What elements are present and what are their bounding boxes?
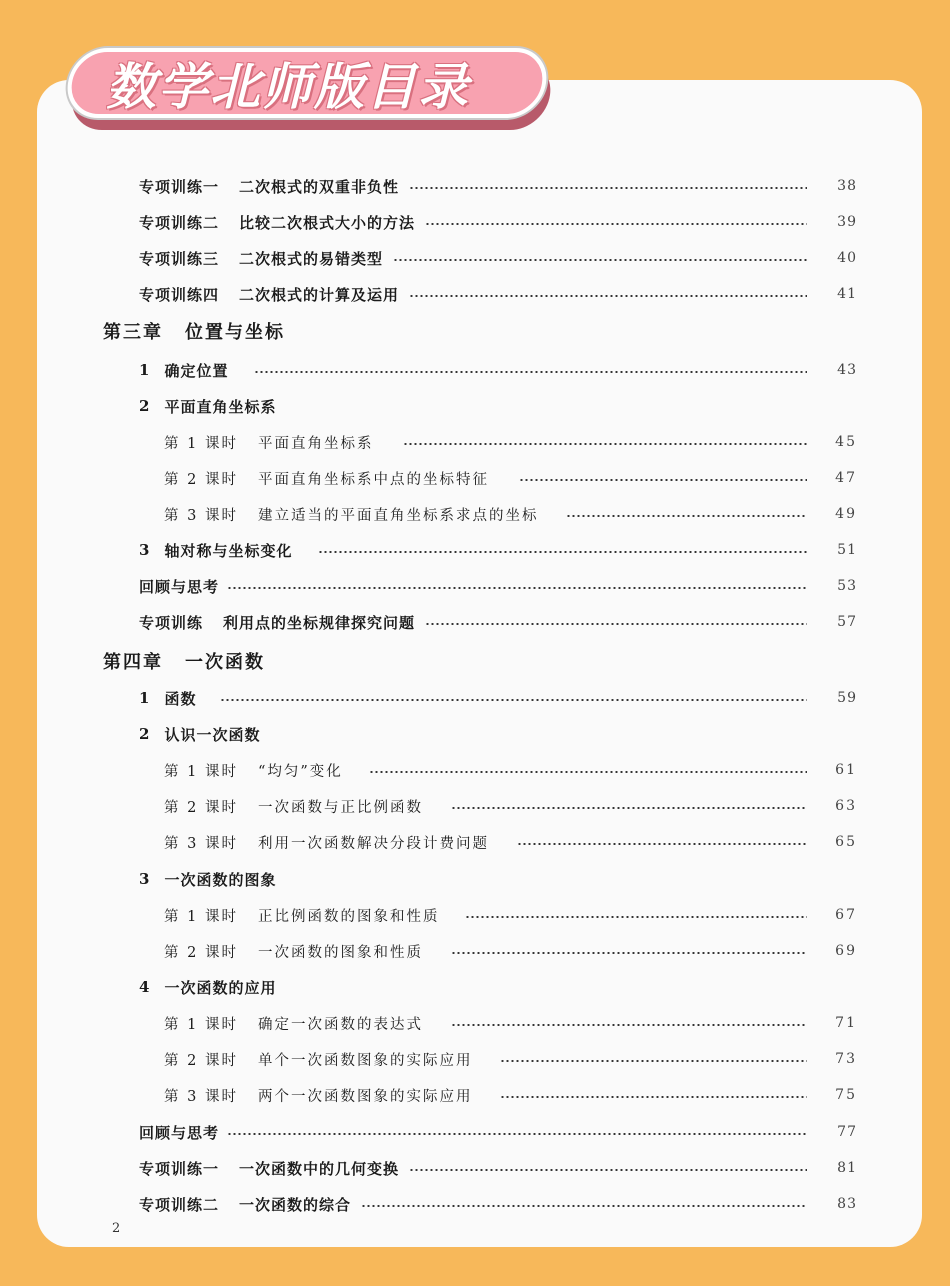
entry-label: 专项训练一 <box>139 177 220 196</box>
toc-entry-special-4[interactable] <box>139 282 857 306</box>
lesson-label: 第 1 课时 <box>164 435 238 452</box>
page-title: 数学北师版目录 <box>106 58 470 116</box>
lesson-label: 第 2 课时 <box>164 1052 238 1069</box>
entry-page: 61 <box>835 762 857 778</box>
entry-page: 67 <box>835 907 857 923</box>
chapter-heading-4[interactable] <box>103 648 265 674</box>
entry-title: 认识一次函数 <box>164 725 261 744</box>
toc-entry-lesson[interactable] <box>164 502 857 526</box>
entry-page: 45 <box>835 434 857 450</box>
toc-entry-lesson[interactable] <box>164 1047 857 1071</box>
dot-leader <box>500 1060 807 1062</box>
toc-entry-section-3-2[interactable] <box>139 394 857 418</box>
dot-leader <box>220 699 807 701</box>
dot-leader <box>409 295 807 297</box>
entry-title: 函数 <box>164 689 197 708</box>
toc-entry-lesson[interactable] <box>164 1083 857 1107</box>
toc-entry-section-4-4[interactable] <box>139 975 857 999</box>
lesson-label: 第 1 课时 <box>164 908 238 925</box>
toc-entry-lesson[interactable] <box>164 830 857 854</box>
section-number: 1 <box>139 689 151 707</box>
title-banner <box>68 48 552 132</box>
dot-leader <box>227 1133 807 1135</box>
section-number: 2 <box>139 725 151 743</box>
dot-leader <box>451 1024 807 1026</box>
lesson-label: 第 2 课时 <box>164 944 238 961</box>
section-number: 3 <box>139 870 151 888</box>
entry-title: 一次函数的综合 <box>239 1195 352 1214</box>
lesson-label: 第 2 课时 <box>164 471 238 488</box>
dot-leader <box>451 807 807 809</box>
lesson-label: 第 2 课时 <box>164 799 238 816</box>
chapter-label: 第三章 <box>103 322 163 343</box>
entry-page: 81 <box>837 1160 857 1176</box>
dot-leader <box>227 587 807 589</box>
entry-title: 二次根式的计算及运用 <box>239 285 400 304</box>
dot-leader <box>393 259 807 261</box>
toc-entry-lesson[interactable] <box>164 466 857 490</box>
entry-title: 一次函数与正比例函数 <box>257 799 423 816</box>
chapter-heading-3[interactable] <box>103 318 285 344</box>
dot-leader <box>361 1205 807 1207</box>
entry-page: 43 <box>837 362 857 378</box>
toc-entry-section-4-3[interactable] <box>139 867 857 891</box>
entry-title: 回顾与思考 <box>139 577 220 596</box>
entry-label: 专项训练一 <box>139 1159 220 1178</box>
lesson-label: 第 3 课时 <box>164 1088 238 1105</box>
toc-entry-section-4-1[interactable] <box>139 686 857 710</box>
entry-title: 比较二次根式大小的方法 <box>239 213 416 232</box>
entry-title: 正比例函数的图象和性质 <box>257 908 440 925</box>
chapter-label: 第四章 <box>103 652 163 673</box>
entry-page: 73 <box>835 1051 857 1067</box>
entry-page: 39 <box>837 214 857 230</box>
dot-leader <box>566 515 807 517</box>
toc-entry-section-3-1[interactable] <box>139 358 857 382</box>
lesson-label: 第 3 课时 <box>164 507 238 524</box>
dot-leader <box>500 1096 807 1098</box>
entry-page: 47 <box>835 470 857 486</box>
dot-leader <box>254 371 807 373</box>
entry-page: 40 <box>837 250 857 266</box>
dot-leader <box>425 623 807 625</box>
toc-entry-section-4-2[interactable] <box>139 722 857 746</box>
toc-entry-lesson[interactable] <box>164 1011 857 1035</box>
entry-title: 一次函数的图象 <box>164 870 277 889</box>
entry-title: 确定位置 <box>164 361 229 380</box>
toc-entry-review-3[interactable] <box>139 574 857 598</box>
toc-entry-lesson[interactable] <box>164 939 857 963</box>
entry-label: 专项训练四 <box>139 285 220 304</box>
entry-title: 二次根式的双重非负性 <box>239 177 400 196</box>
section-number: 1 <box>139 361 151 379</box>
toc-entry-lesson[interactable] <box>164 794 857 818</box>
entry-page: 38 <box>837 178 857 194</box>
entry-page: 59 <box>837 690 857 706</box>
entry-page: 41 <box>837 286 857 302</box>
dot-leader <box>369 771 807 773</box>
dot-leader <box>409 187 807 189</box>
entry-title: 平面直角坐标系 <box>164 397 277 416</box>
entry-title: 建立适当的平面直角坐标系求点的坐标 <box>257 507 539 524</box>
page-number: 2 <box>112 1221 121 1236</box>
entry-title: 一次函数中的几何变换 <box>239 1159 400 1178</box>
lesson-label: 第 1 课时 <box>164 1016 238 1033</box>
entry-label: 专项训练二 <box>139 213 220 232</box>
toc-entry-special-1[interactable] <box>139 174 857 198</box>
entry-title: 确定一次函数的表达式 <box>257 1016 423 1033</box>
dot-leader <box>403 443 807 445</box>
entry-title: 平面直角坐标系中点的坐标特征 <box>257 471 489 488</box>
dot-leader <box>451 952 807 954</box>
entry-title: 单个一次函数图象的实际应用 <box>257 1052 473 1069</box>
entry-title: 平面直角坐标系 <box>257 435 374 452</box>
entry-title: 一次函数的图象和性质 <box>257 944 423 961</box>
toc-entry-special-2[interactable] <box>139 210 857 234</box>
toc-entry-special-4-2[interactable] <box>139 1192 857 1216</box>
entry-page: 65 <box>835 834 857 850</box>
entry-page: 51 <box>837 542 857 558</box>
entry-title: 二次根式的易错类型 <box>239 249 384 268</box>
chapter-title: 一次函数 <box>185 652 265 673</box>
chapter-title: 位置与坐标 <box>185 322 285 343</box>
toc-entry-special-4-1[interactable] <box>139 1156 857 1180</box>
section-number: 4 <box>139 978 151 996</box>
lesson-label: 第 3 课时 <box>164 835 238 852</box>
section-number: 2 <box>139 397 151 415</box>
entry-page: 71 <box>835 1015 857 1031</box>
entry-label: 专项训练三 <box>139 249 220 268</box>
entry-title: 一次函数的应用 <box>164 978 277 997</box>
entry-title: 利用点的坐标规律探究问题 <box>223 613 416 632</box>
dot-leader <box>519 479 807 481</box>
entry-page: 69 <box>835 943 857 959</box>
entry-title: 轴对称与坐标变化 <box>164 541 293 560</box>
toc-entry-lesson[interactable] <box>164 903 857 927</box>
dot-leader <box>517 843 807 845</box>
toc-entry-review-4[interactable] <box>139 1120 857 1144</box>
entry-page: 53 <box>837 578 857 594</box>
lesson-label: 第 1 课时 <box>164 763 238 780</box>
dot-leader <box>318 551 807 553</box>
dot-leader <box>409 1169 807 1171</box>
toc-entry-special-3-pattern[interactable] <box>139 610 857 634</box>
entry-page: 77 <box>837 1124 857 1140</box>
section-number: 3 <box>139 541 151 559</box>
entry-page: 57 <box>837 614 857 630</box>
entry-title: 利用一次函数解决分段计费问题 <box>257 835 489 852</box>
toc-entry-section-3-3[interactable] <box>139 538 857 562</box>
entry-page: 83 <box>837 1196 857 1212</box>
entry-page: 49 <box>835 506 857 522</box>
toc-entry-lesson[interactable] <box>164 430 857 454</box>
entry-page: 63 <box>835 798 857 814</box>
entry-label: 专项训练二 <box>139 1195 220 1214</box>
entry-title: 两个一次函数图象的实际应用 <box>257 1088 473 1105</box>
entry-label: 专项训练 <box>139 613 204 632</box>
toc-entry-special-3[interactable] <box>139 246 857 270</box>
toc-entry-lesson[interactable] <box>164 758 857 782</box>
dot-leader <box>465 916 807 918</box>
entry-title: “均匀”变化 <box>257 763 343 780</box>
entry-page: 75 <box>835 1087 857 1103</box>
dot-leader <box>425 223 807 225</box>
entry-title: 回顾与思考 <box>139 1123 220 1142</box>
